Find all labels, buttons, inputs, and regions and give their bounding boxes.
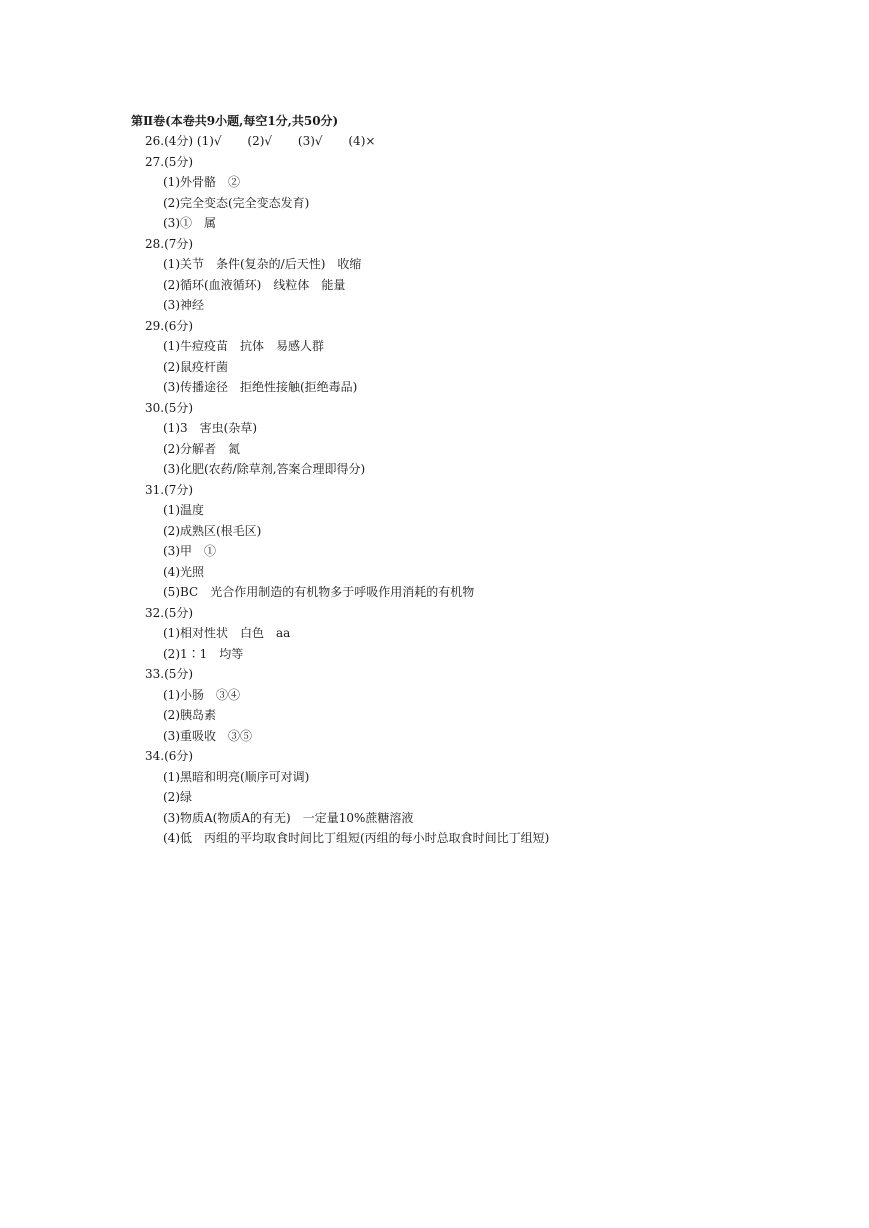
q33-answer-1: (1)小肠 ③④ [163,687,240,702]
question-27-label: 27.(5分) [145,154,194,169]
question-33-label: 33.(5分) [145,667,194,681]
q29-answer-1: (1)牛痘疫苗 抗体 易感人群 [163,339,324,353]
q27-answer-2: (2)完全变态(完全变态发育) [163,195,310,210]
q34-answer-1: (1)黑暗和明亮(顺序可对调) [163,769,310,784]
q27-answer-3: (3)① 属 [163,216,216,230]
q30-answer-1: (1)3 害虫(杂草) [163,421,257,435]
q28-answer-2: (2)循环(血液循环) 线粒体 能量 [163,277,346,292]
q31-answer-1: (1)温度 [163,503,204,517]
q26-item-3: (3)√ [297,134,323,148]
q30-answer-2: (2)分解者 氮 [163,441,240,456]
question-31-label: 31.(7分) [145,482,194,497]
q30-answer-3: (3)化肥(农药/除草剂,答案合理即得分) [163,462,366,476]
q26-item-4: (4)× [348,134,376,148]
q28-answer-1: (1)关节 条件(复杂的/后天性) 收缩 [163,257,362,271]
answer-list [0,131,869,849]
q32-answer-2: (2)1∶1 均等 [163,646,244,661]
q26-item-2: (2)√ [247,134,273,148]
section-header: 第Ⅱ卷(本卷共9小题,每空1分,共50分) [131,114,339,128]
q26-item-1: (1)√ [196,134,222,148]
q33-answer-2: (2)胰岛素 [163,708,216,722]
q31-answer-2: (2)成熟区(根毛区) [163,523,262,538]
question-29-label: 29.(6分) [145,318,194,333]
question-32-label: 32.(5分) [145,605,194,620]
q34-answer-2: (2)绿 [163,790,192,804]
q31-answer-4: (4)光照 [163,564,204,579]
q32-answer-1: (1)相对性状 白色 aa [163,626,291,640]
q29-answer-2: (2)鼠疫杆菌 [163,359,228,374]
q34-answer-4: (4)低 丙组的平均取食时间比丁组短(丙组的每小时总取食时间比丁组短) [163,831,550,845]
question-34-label: 34.(6分) [145,749,194,763]
question-26-line [0,131,869,152]
q27-answer-1: (1)外骨骼 ② [163,175,240,189]
q28-answer-3: (3)神经 [163,298,204,312]
q34-answer-3: (3)物质A(物质A的有无) 一定量10%蔗糖溶液 [163,810,414,825]
question-28-label: 28.(7分) [145,236,194,251]
question-26-label: 26.(4分) [145,134,194,148]
q29-answer-3: (3)传播途径 拒绝性接触(拒绝毒品) [163,380,358,394]
q33-answer-3: (3)重吸收 ③⑤ [163,728,252,743]
q31-answer-3: (3)甲 ① [163,544,216,558]
q31-answer-5: (5)BC 光合作用制造的有机物多于呼吸作用消耗的有机物 [163,585,475,599]
question-30-label: 30.(5分) [145,400,194,415]
